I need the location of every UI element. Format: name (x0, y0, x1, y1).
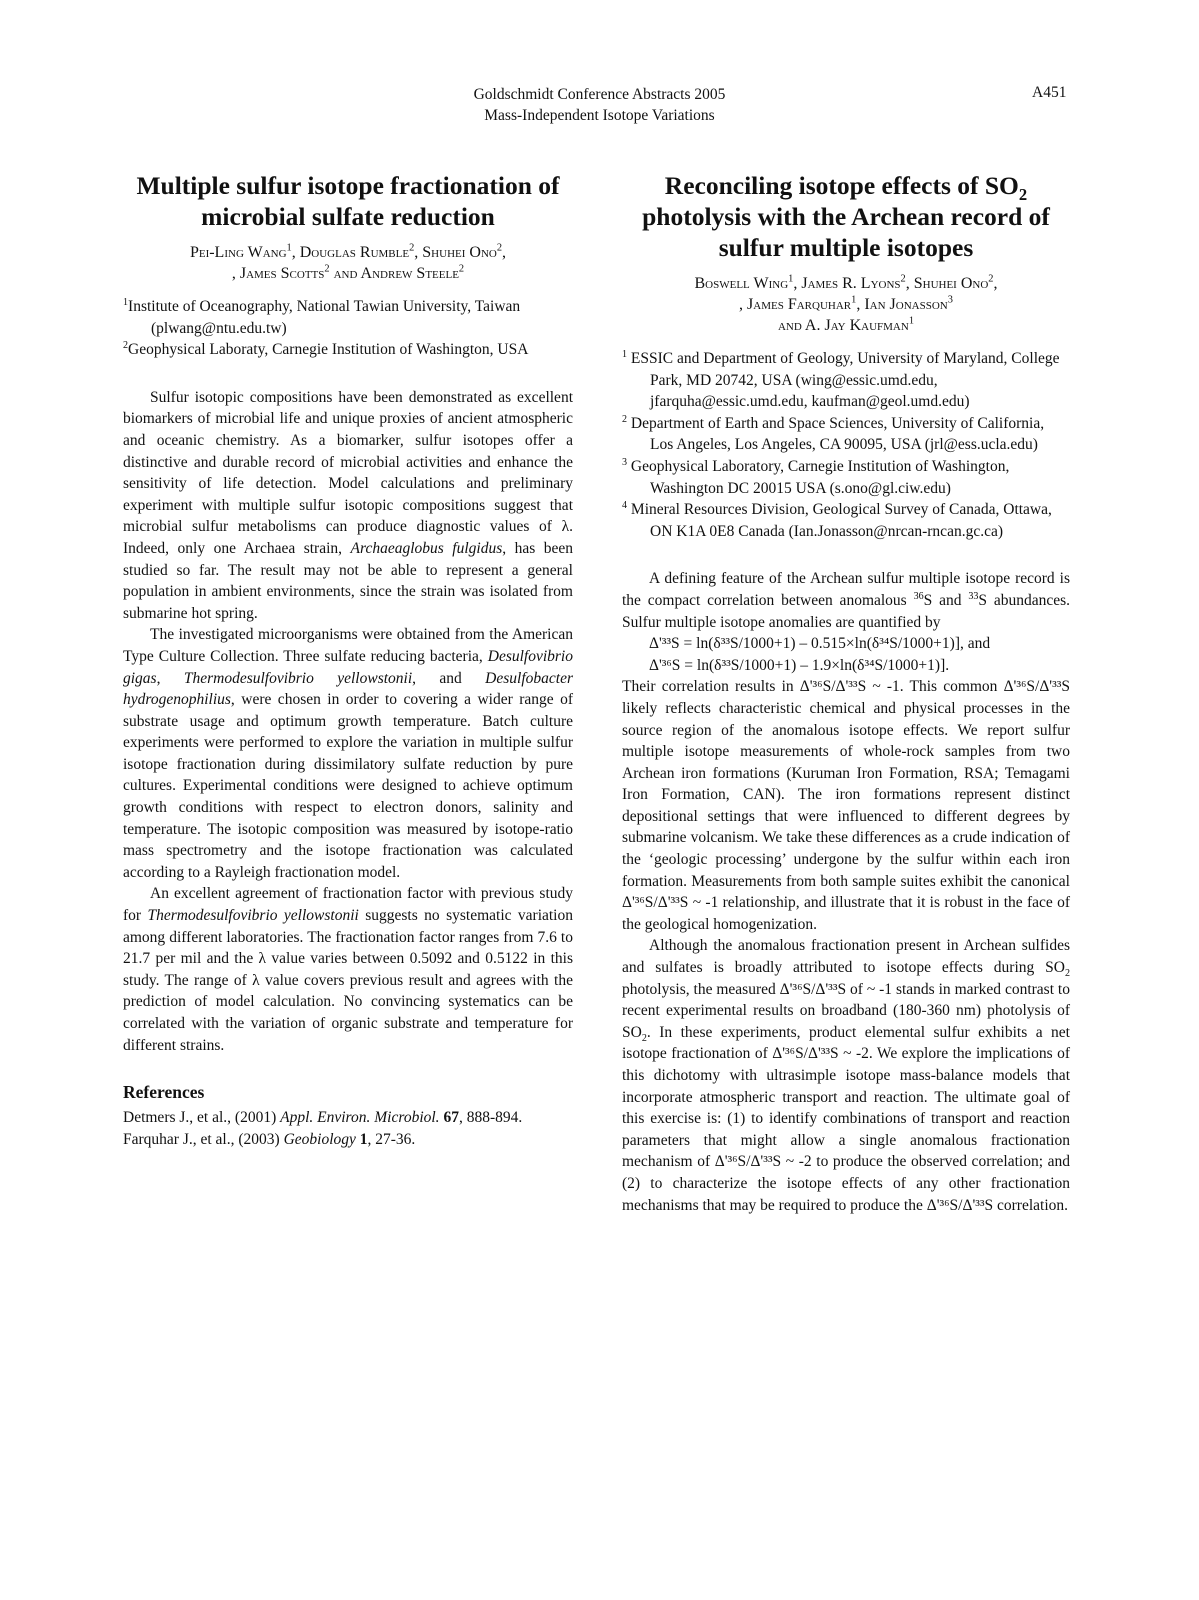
author-affil-mark: 2 (458, 263, 465, 275)
author: , Shuhei Ono (905, 275, 989, 292)
paragraph (123, 624, 573, 883)
text: , were chosen in order to covering a wider range of substrate usage and optimum growth temperature. Batch culture experiments were performed to explore the variation in multiple sulfur isotope fractionation during dissimilatory sulfate reduction by pure cultures. Experimental conditions were designed to achieve optimum growth conditions with respect to electron donors, salinity and temperature. The isotopic composition was measured by isotope-ratio mass spectrometry and the isotope fractionation was calculated according to a Rayleigh fractionation model. (123, 691, 573, 881)
paragraph (123, 883, 573, 1056)
subscript: 2 (1064, 968, 1070, 980)
isotope-mass: 36 (913, 590, 924, 602)
text: The investigated microorganisms were obtained from the American Type Culture Collection. Three sulfate reducing bacteria, (123, 626, 573, 665)
title-text: photolysis with the Archean record of sulfur multiple isotopes (642, 202, 1050, 262)
left-affiliations (123, 296, 573, 361)
left-title: Multiple sulfur isotope fractionation of microbial sulfate reduction (136, 171, 560, 231)
affiliation-number: 2 (622, 413, 628, 425)
right-authors: Boswell Wing$^1$, James R. Lyons$^2$, Shuhei Ono$^2$, , James Farquhar$^1$, Ian Jonasson$^3$ and A. Jay Kaufman$^1$ (694, 273, 998, 334)
right-title (622, 170, 1070, 263)
author: and Andrew Steele (329, 265, 459, 282)
affiliation-number: 3 (622, 456, 628, 468)
author: , James Farquhar (739, 296, 852, 313)
pages: , 27-36. (367, 1130, 416, 1148)
header-conference: Goldschmidt Conference Abstracts 2005 (473, 86, 726, 103)
paragraph (123, 387, 573, 625)
author-affil-mark: 2 (988, 273, 994, 285)
text: , has been studied so far. The result may not be able to represent a general population in ambient environments, since the strain was isolated from submarine hot spring. (123, 539, 574, 622)
paragraph (622, 568, 1070, 633)
affiliation-text: Geophysical Laboraty, Carnegie Institution of Washington, USA (128, 341, 529, 359)
author: and A. Jay Kaufman (777, 317, 909, 334)
left-authors: Pei-Ling Wang$^1$, Douglas Rumble$^2$, Shuhei Ono$^2$, , James Scotts$^2$ and Andrew Steele$^2$ (189, 242, 507, 282)
journal: Geobiology (283, 1130, 356, 1148)
author: Pei-Ling Wang (189, 244, 287, 261)
title-text: Reconciling isotope effects of SO (664, 171, 1019, 200)
text: An excellent agreement of fractionation factor with previous study for (123, 885, 573, 925)
species-name: Desulfovibrio gigas (123, 647, 573, 687)
text: Detmers J., et al., (2001) (123, 1109, 281, 1127)
equation-delta33: Δ'³³S = ln(δ³³S/1000+1) – 0.515×ln(δ³⁴S/1000+1)], and (649, 635, 991, 653)
text: suggests no systematic variation among different laboratories. The fractionation factor ranges from 7.6 to 21.7 per mil and the λ value varies between 0.5092 and 0.5122 in this study. The range of λ value covers previous result and agrees with the prediction of model calculation. No convincing systematics can be correlated with the variation of organic substrate and temperature for different strains. (123, 907, 573, 1054)
paragraph: Their correlation results in Δ'³⁶S/Δ'³³S ~ -1. This common Δ'³⁶S/Δ'³³S likely reflects characteristic chemical and physical processes in the source region of the anomalous isotope effects. We report sulfur multiple isotope measurements of whole-rock samples from two Archean iron formations (Kuruman Iron Formation, RSA; Temagami Iron Formation, CAN). The iron formations represent distinct depositional settings that were influenced to different degrees by submarine volcanism. We take these differences as a crude indication of the ‘geologic processing’ undergone by the sulfur within each iron formation. Measurements from both sample suites exhibit the canonical Δ'³⁶S/Δ'³³S ~ -1 relationship, and illustrate that it is robust in the face of the geological homogenization. (622, 678, 1070, 933)
references-heading: References (123, 1082, 205, 1103)
right-affiliations (622, 348, 1070, 542)
subscript: 2 (641, 1032, 647, 1044)
affiliation-number: 1 (123, 296, 129, 308)
author: Boswell Wing (694, 275, 789, 292)
author-affil-mark: 2 (409, 242, 415, 254)
affiliation (622, 348, 1070, 413)
author-affil-mark: 1 (851, 294, 857, 306)
affiliation-text: Mineral Resources Division, Geological Survey of Canada, Ottawa, ON K1A 0E8 Canada (Ian.Jonasson@nrcan-rncan.gc.ca) (630, 501, 1052, 540)
affiliation-number: 2 (123, 340, 129, 352)
paragraph (622, 935, 1070, 1216)
affiliation-text: ESSIC and Department of Geology, University of Maryland, College Park, MD 20742, USA (wing@essic.umd.edu, jfarquha@essic.umd.edu, kaufman@geol.umd.edu) (630, 350, 1060, 411)
equation-delta36: Δ'³⁶S = ln(δ³³S/1000+1) – 1.9×ln(δ³⁴S/1000+1)]. (649, 656, 950, 674)
species-name: Thermodesulfovibrio yellowstonii (183, 669, 413, 687)
right-abstract (622, 168, 1070, 1216)
author-affil-mark: 2 (324, 263, 330, 275)
text: . In these experiments, product elemental sulfur exhibits a net isotope fractionation of Δ'³⁶S/Δ'³³S ~ -2. We explore the implications of this dichotomy with ultrasimple isotope mass-balance models that incorporate atmospheric transport and reaction. The ultimate goal of this exercise is: (1) to identify combinations of transport and reaction parameters that might allow a single anomalous fractionation mechanism of Δ'³⁶S/Δ'³³S ~ -2 to produce the observed correlation; and (2) to characterize the isotope effects of any other fractionation mechanisms that may be required to produce the Δ'³⁶S/Δ'³³S correlation. (622, 1023, 1070, 1214)
affiliation-text: Department of Earth and Space Sciences, University of California, Los Angeles, Los Angeles, CA 90095, USA (jrl@ess.ucla.edu) (630, 414, 1045, 454)
author: , Ian Jonasson (856, 296, 948, 313)
reference (123, 1107, 573, 1129)
species-name: Desulfobacter hydrogenophilius (123, 669, 573, 709)
author-affil-mark: 3 (947, 294, 953, 306)
pages: , 888-894. (458, 1109, 523, 1127)
author-affil-mark: 2 (900, 273, 906, 285)
species-name: Archaeaglobus fulgidus (350, 539, 503, 557)
author-affil-mark: 1 (908, 315, 915, 327)
text: , (156, 669, 184, 687)
affiliation (622, 413, 1070, 456)
journal: Appl. Environ. Microbiol. (280, 1109, 440, 1127)
header-section: Mass-Independent Isotope Variations (484, 107, 715, 124)
author: , Shuhei Ono (414, 244, 497, 261)
affiliation-number: 1 (622, 348, 628, 360)
author-affil-mark: 1 (286, 242, 292, 254)
affiliation-text: Geophysical Laboratory, Carnegie Institution of Washington, Washington DC 20015 USA (s.ono@gl.ciw.edu) (630, 457, 1010, 497)
text: Although the anomalous fractionation present in Archean sulfides and sulfates is broadly attributed to isotope effects during SO (622, 937, 1070, 977)
subscript: 2 (1018, 185, 1028, 205)
affiliation-number: 4 (622, 500, 628, 511)
left-abstract (123, 168, 573, 1150)
isotope-mass: 33 (968, 590, 979, 602)
text: Farquhar J., et al., (2003) (123, 1130, 284, 1148)
species-name: Thermodesulfovibrio yellowstonii (147, 907, 359, 925)
author: , James Scotts (231, 265, 325, 282)
text: photolysis, the measured Δ'³⁶S/Δ'³³S of ~ -1 stands in marked contrast to recent experimental results on broadband (180-360 nm) photolysis of SO (622, 980, 1070, 1041)
affiliation (123, 296, 573, 339)
author: , James R. Lyons (793, 275, 901, 292)
text: Sulfur isotopic compositions have been demonstrated as excellent biomarkers of microbial life and unique proxies of ancient atmospheric and oceanic chemistry. As a biomarker, sulfur isotopes offer a distinctive and durable record of microbial activities and enhance the sensitivity of life detection. Model calculations and preliminary experiment with multiple sulfur isotopic compositions suggest that microbial sulfur metabolisms can produce diagnostic values of λ. Indeed, only one Archaea strain, (123, 388, 573, 557)
volume: 1 (359, 1130, 368, 1148)
affiliation (123, 339, 573, 361)
text: S and (923, 591, 969, 609)
reference (123, 1129, 573, 1151)
text: , and (412, 669, 486, 687)
affiliation (622, 499, 1070, 542)
page-number: A451 (1032, 84, 1067, 101)
affiliation (622, 456, 1070, 499)
text: A defining feature of the Archean sulfur multiple isotope record is the compact correlation between anomalous (622, 570, 1070, 609)
text: S abundances. Sulfur multiple isotope anomalies are quantified by (622, 591, 1071, 631)
running-header (0, 84, 1199, 126)
volume: 67 (443, 1109, 459, 1127)
author: , Douglas Rumble (291, 244, 410, 261)
author-affil-mark: 2 (496, 242, 503, 254)
affiliation-text: Institute of Oceanography, National Tawian University, Taiwan (plwang@ntu.edu.tw) (128, 298, 521, 337)
author-affil-mark: 1 (788, 273, 794, 285)
